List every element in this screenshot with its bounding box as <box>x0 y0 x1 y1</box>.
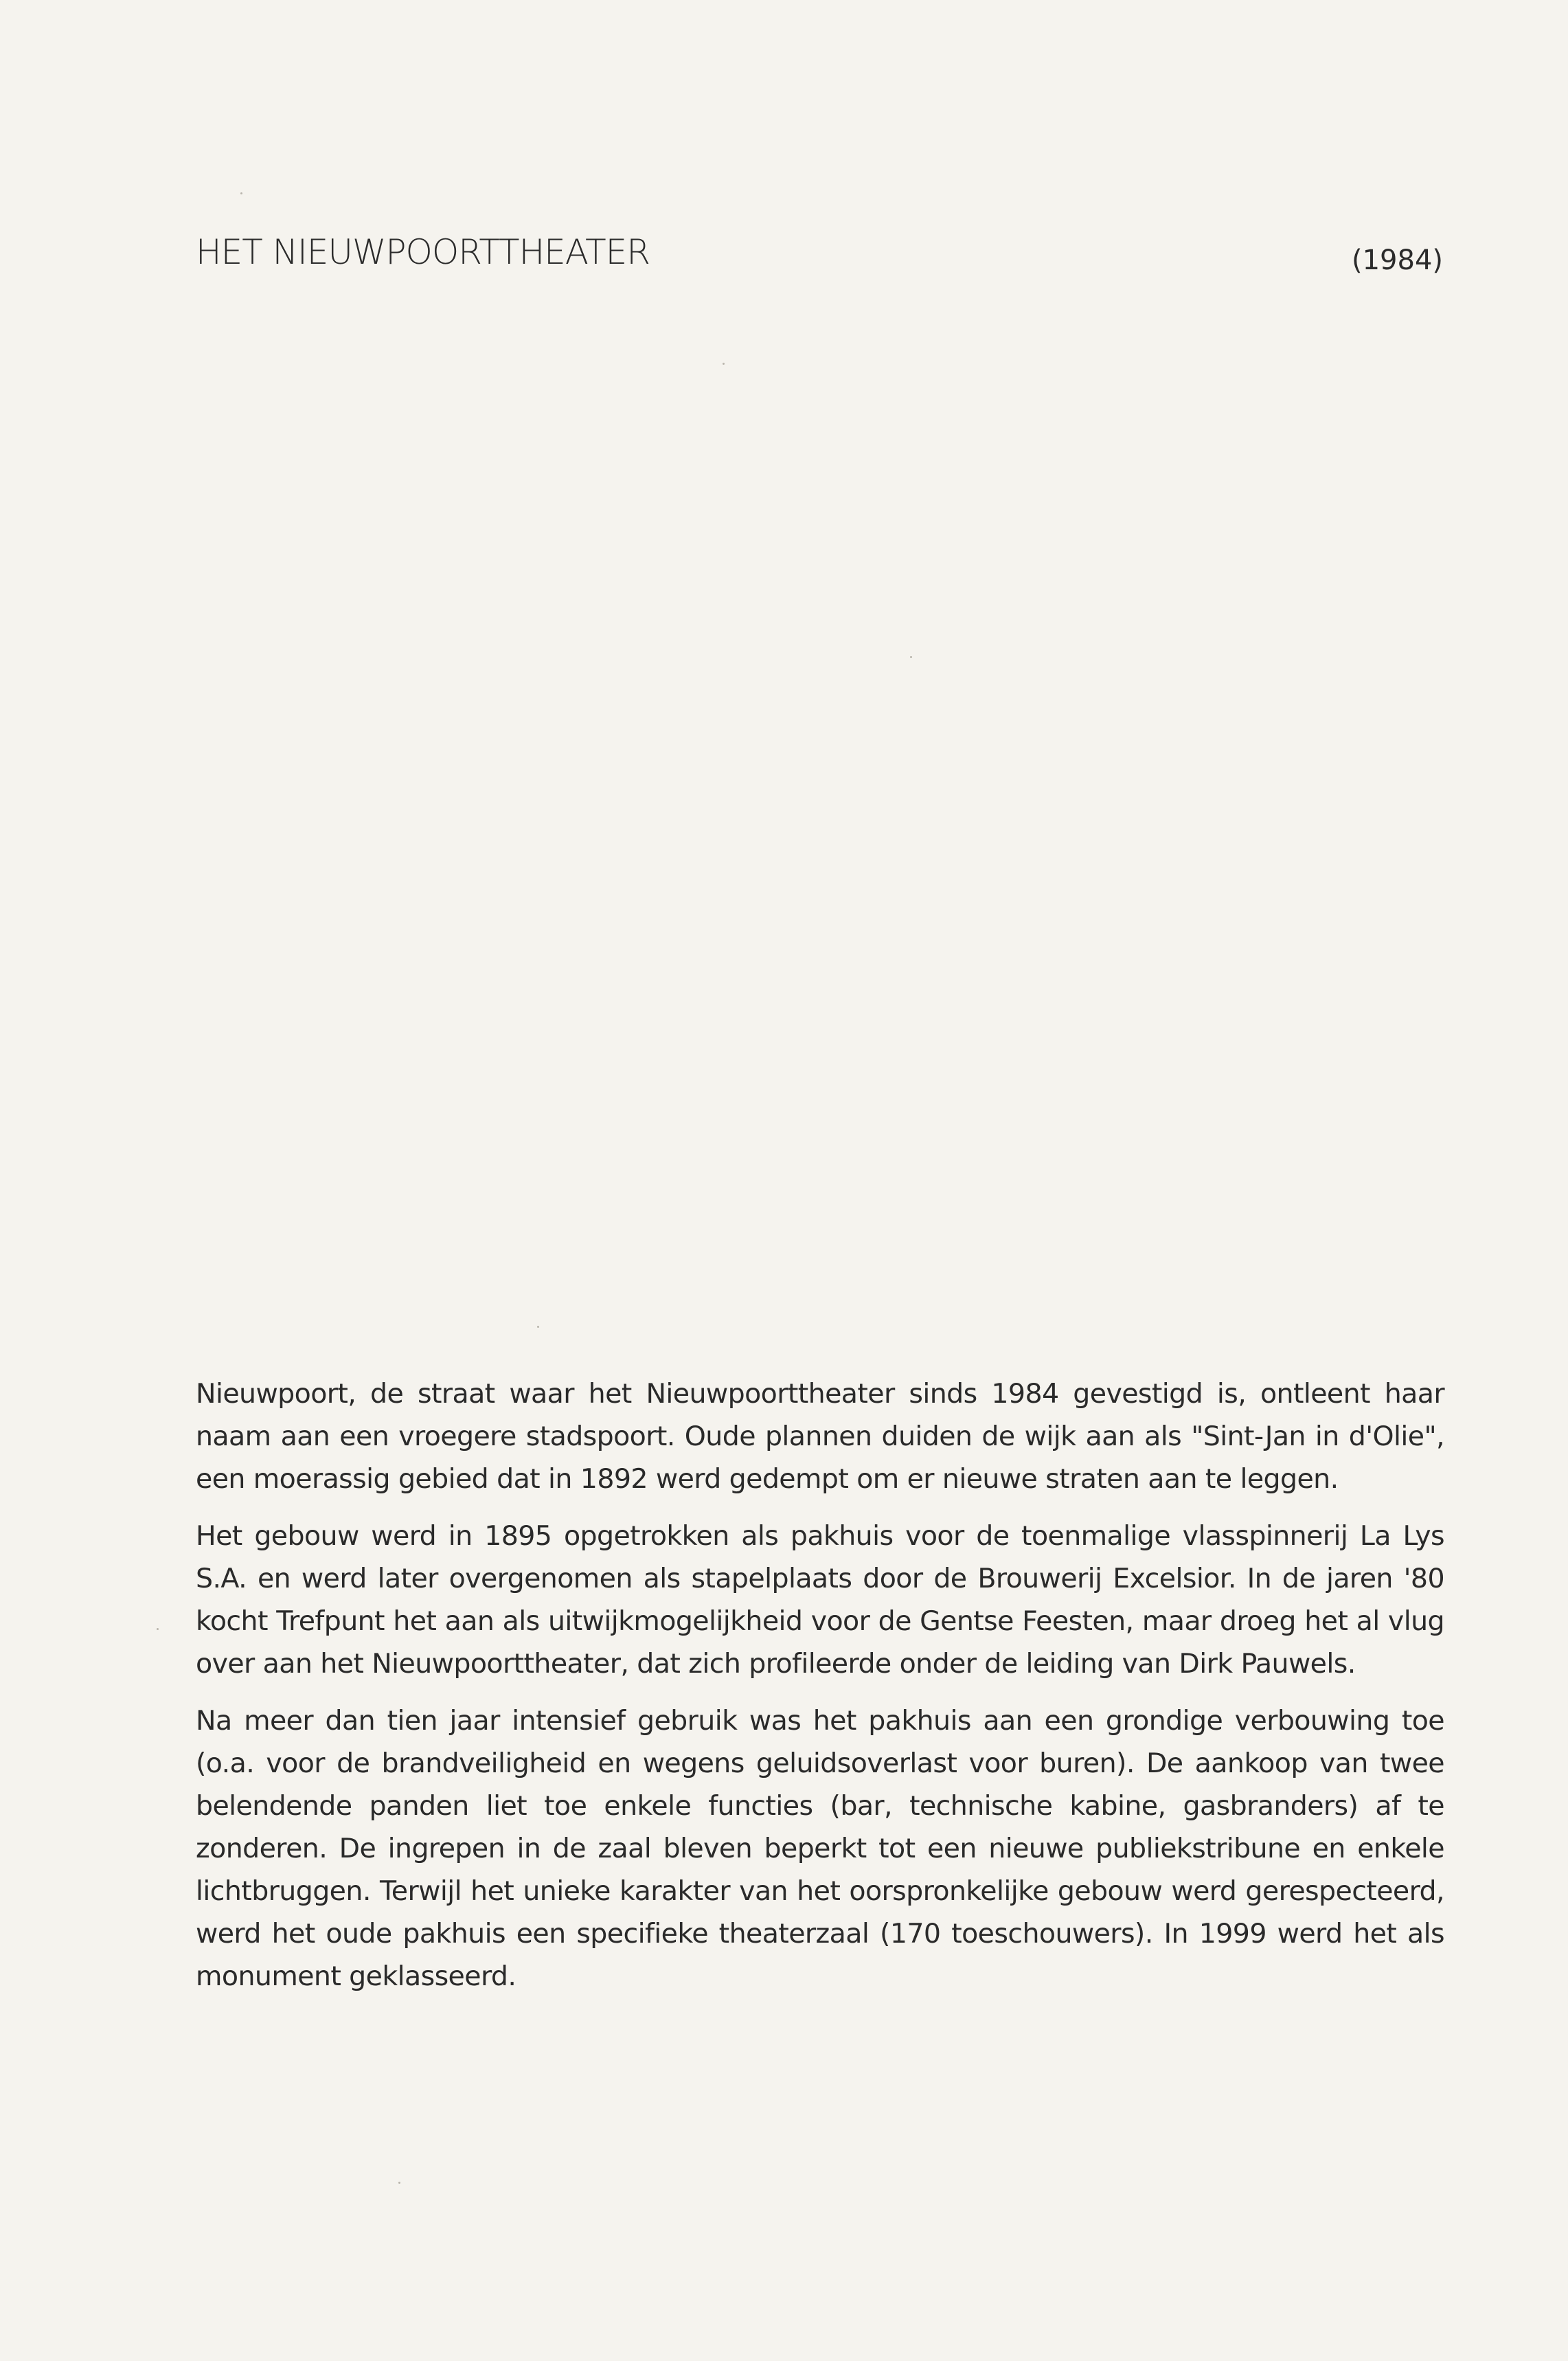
paragraph-1: Nieuwpoort, de straat waar het Nieuwpoorttheater sinds 1984 gevestigd is, ontleent haar naam aan een vroegere stadspoort. Oude plannen duiden de wijk aan als "Sint-Jan in d'Olie", een moerassig gebied dat in 1892 werd gedempt om er nieuwe straten aan te leggen. <box>196 1378 1444 1495</box>
paper-speck <box>537 1326 539 1328</box>
body-text <box>196 1372 1444 2012</box>
page-year: (1984) <box>1351 245 1443 276</box>
paper-speck <box>910 656 912 658</box>
page-title: HET NIEUWPOORTTHEATER <box>196 232 650 272</box>
paragraph-2: Het gebouw werd in 1895 opgetrokken als pakhuis voor de toenmalige vlasspinnerij La Lys S.A. en werd later overgenomen als stapelplaats door de Brouwerij Excelsior. In de jaren '80 kocht Trefpunt het aan als uitwijkmogelijkheid voor de Gentse Feesten, maar droeg het al vlug over aan het Nieuwpoorttheater, dat zich profileerde onder de leiding van Dirk Pauwels. <box>196 1520 1444 1680</box>
paper-speck <box>157 1628 159 1630</box>
paragraph-3: Na meer dan tien jaar intensief gebruik was het pakhuis aan een grondige verbouwing toe (o.a. voor de brandveiligheid en wegens geluidsoverlast voor buren). De aankoop van twee belendende panden liet toe enkele functies (bar, technische kabine, gasbranders) af te zonderen. De ingrepen in de zaal bleven beperkt tot een nieuwe publiekstribune en enkele lichtbruggen. Terwijl het unieke karakter van het oorspronkelijke gebouw werd gerespecteerd, werd het oude pakhuis een specifieke theaterzaal (170 toeschouwers). In 1999 werd het als monument geklasseerd. <box>196 1705 1444 1992</box>
paper-speck <box>240 192 242 194</box>
paper-speck <box>398 2182 400 2184</box>
paper-speck <box>723 363 725 365</box>
